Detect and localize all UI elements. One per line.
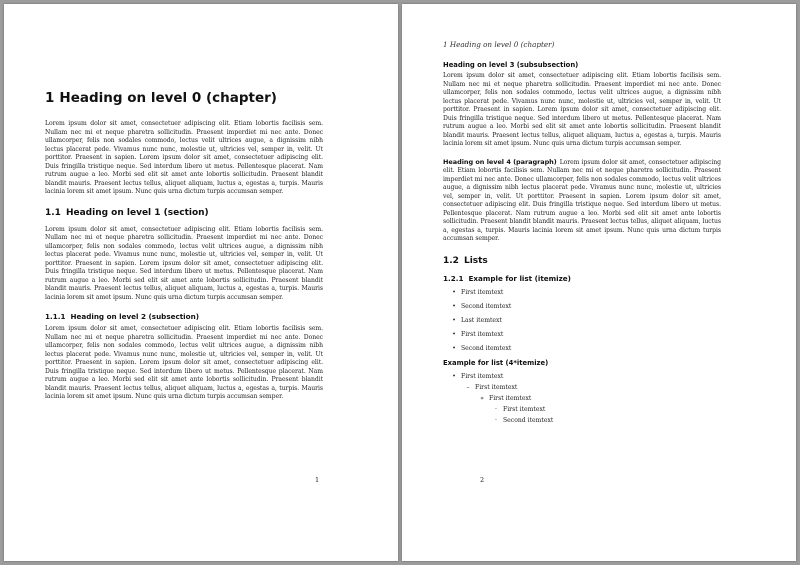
list-item-level-4: · Second itemtext: [443, 417, 721, 425]
subsubsection-heading: Heading on level 3 (subsubsection): [443, 61, 579, 69]
itemize-subsection-title: Example for list (itemize): [468, 273, 571, 283]
body-paragraph: Lorem ipsum dolor sit amet, consectetuer adipiscing elit. Etiam lobortis facilisis sem. Nullam nec mi et neque pharetra sollicitudin. Praesent imperdiet mi nec ante. Donec ullamcorper, felis non sodales commodo, lectus velit ultrices augue, a dignissim nibh lectus placerat pede. Vivamus nunc nunc, molestie ut, ultricies vel, semper in, velit. Ut porttitor. Praesent in sapien. Lorem ipsum dolor sit amet, consectetuer adipiscing elit. Duis fringilla tristique neque. Sed interdum libero ut metus. Pellentesque placerat. Nam rutrum augue a leo. Morbi sed elit sit amet ante lobortis sollicitudin. Praesent blandit blandit mauris. Praesent lectus tellus, aliquet aliquam, luctus a, egestas a, turpis. Mauris lacinia lorem sit amet ipsum. Nunc quis urna dictum turpis accumsan semper.: [45, 225, 323, 301]
chapter-title: Heading on level 0 (chapter): [59, 90, 277, 106]
document-page-2: [402, 4, 796, 561]
bullet-icon: •: [452, 344, 456, 352]
lists-section-heading: [443, 256, 721, 266]
document-page-1: [4, 4, 398, 561]
bullet-icon: •: [452, 316, 456, 324]
subsection-number: 1.1.1: [45, 312, 66, 321]
dot-bullet-icon: ·: [495, 405, 497, 413]
lists-section-number: 1.2: [443, 255, 459, 266]
nested-itemize-list: [443, 373, 721, 425]
itemize-subsection-number: 1.2.1: [443, 273, 464, 283]
list-item: • Second itemtext: [443, 345, 721, 353]
dot-bullet-icon: ·: [495, 416, 497, 424]
dash-bullet-icon: –: [466, 383, 470, 391]
body-paragraph: Lorem ipsum dolor sit amet, consectetuer adipiscing elit. Etiam lobortis facilisis sem. Nullam nec mi et neque pharetra sollicitudin. Praesent imperdiet mi nec ante. Donec ullamcorper, felis non sodales commodo, lectus velit ultrices augue, a dignissim nibh lectus placerat pede. Vivamus nunc nunc, molestie ut, ultricies vel, semper in, velit. Ut porttitor. Praesent in sapien. Lorem ipsum dolor sit amet, consectetuer adipiscing elit. Duis fringilla tristique neque. Sed interdum libero ut metus. Pellentesque placerat. Nam rutrum augue a leo. Morbi sed elit sit amet ante lobortis sollicitudin. Praesent blandit blandit mauris. Praesent lectus tellus, aliquet aliquam, luctus a, egestas a, turpis. Mauris lacinia lorem sit amet ipsum. Nunc quis urna dictum turpis accumsan semper.: [45, 120, 323, 195]
paragraph-with-heading: [443, 158, 721, 244]
itemize-list: [443, 289, 721, 353]
section-number: 1.1: [45, 207, 61, 218]
list-item: • Last itemtext: [443, 317, 721, 325]
bullet-icon: •: [452, 330, 456, 338]
paragraph-heading: Heading on level 4 (paragraph): [443, 157, 557, 166]
lists-section-title: Lists: [463, 255, 488, 266]
subsection-title: Heading on level 2 (subsection): [70, 312, 199, 321]
list-item-level-3: ∗ First itemtext: [443, 395, 721, 403]
bullet-icon: •: [452, 302, 456, 310]
chapter-heading: [45, 90, 323, 106]
list-item: • First itemtext: [443, 289, 721, 297]
section-title: Heading on level 1 (section): [65, 207, 209, 218]
nested-list-heading: Example for list (4*itemize): [443, 358, 549, 367]
paragraph-text: Lorem ipsum dolor sit amet, consectetuer adipiscing elit. Etiam lobortis facilisis sem. Nullam nec mi et neque pharetra sollicitudin. Praesent imperdiet mi nec ante. Donec ullamcorper, felis non sodales commodo, lectus velit ultrices augue, a dignissim nibh lectus placerat pede. Vivamus nunc nunc, molestie ut, ultricies vel, semper in, velit. Ut porttitor. Praesent in sapien. Lorem ipsum dolor sit amet, consectetuer adipiscing elit. Duis fringilla tristique neque. Sed interdum libero ut metus. Pellentesque placerat. Nam rutrum augue a leo. Morbi sed elit sit amet ante lobortis sollicitudin. Praesent blandit blandit mauris. Praesent lectus tellus, aliquet aliquam, luctus a, egestas a, turpis. Mauris lacinia lorem sit amet ipsum. Nunc quis urna dictum turpis accumsan semper.: [443, 158, 721, 242]
list-item: • Second itemtext: [443, 303, 721, 311]
page-2-content: [443, 40, 721, 428]
section-heading: [45, 208, 323, 218]
running-header: 1 Heading on level 0 (chapter): [443, 40, 555, 49]
chapter-number: 1: [45, 90, 55, 106]
body-paragraph: Lorem ipsum dolor sit amet, consectetuer adipiscing elit. Etiam lobortis facilisis sem. Nullam nec mi et neque pharetra sollicitudin. Praesent imperdiet mi nec ante. Donec ullamcorper, felis non sodales commodo, lectus velit ultrices augue, a dignissim nibh lectus placerat pede. Vivamus nunc nunc, molestie ut, ultricies vel, semper in, velit. Ut porttitor. Praesent in sapien. Lorem ipsum dolor sit amet, consectetuer adipiscing elit. Duis fringilla tristique neque. Sed interdum libero ut metus. Pellentesque placerat. Nam rutrum augue a leo. Morbi sed elit sit amet ante lobortis sollicitudin. Praesent blandit blandit mauris. Praesent lectus tellus, aliquet aliquam, luctus a, egestas a, turpis. Mauris lacinia lorem sit amet ipsum. Nunc quis urna dictum turpis accumsan semper.: [443, 72, 721, 147]
list-item-level-2: – First itemtext: [443, 384, 721, 392]
itemize-subsection-heading: [443, 274, 721, 283]
bullet-icon: •: [452, 372, 456, 380]
asterisk-bullet-icon: ∗: [479, 394, 485, 402]
page-number: 1: [315, 476, 320, 484]
list-item-level-4: · First itemtext: [443, 406, 721, 414]
list-item-level-1: • First itemtext: [443, 373, 721, 381]
page-1-content: [45, 90, 323, 402]
subsection-heading: [45, 312, 323, 321]
page-number: 2: [480, 476, 485, 484]
body-paragraph: Lorem ipsum dolor sit amet, consectetuer adipiscing elit. Etiam lobortis facilisis sem. Nullam nec mi et neque pharetra sollicitudin. Praesent imperdiet mi nec ante. Donec ullamcorper, felis non sodales commodo, lectus velit ultrices augue, a dignissim nibh lectus placerat pede. Vivamus nunc nunc, molestie ut, ultricies vel, semper in, velit. Ut porttitor. Praesent in sapien. Lorem ipsum dolor sit amet, consectetuer adipiscing elit. Duis fringilla tristique neque. Sed interdum libero ut metus. Pellentesque placerat. Nam rutrum augue a leo. Morbi sed elit sit amet ante lobortis sollicitudin. Praesent blandit blandit mauris. Praesent lectus tellus, aliquet aliquam, luctus a, egestas a, turpis. Mauris lacinia lorem sit amet ipsum. Nunc quis urna dictum turpis accumsan semper.: [45, 325, 323, 400]
bullet-icon: •: [452, 288, 456, 296]
list-item: • First itemtext: [443, 331, 721, 339]
